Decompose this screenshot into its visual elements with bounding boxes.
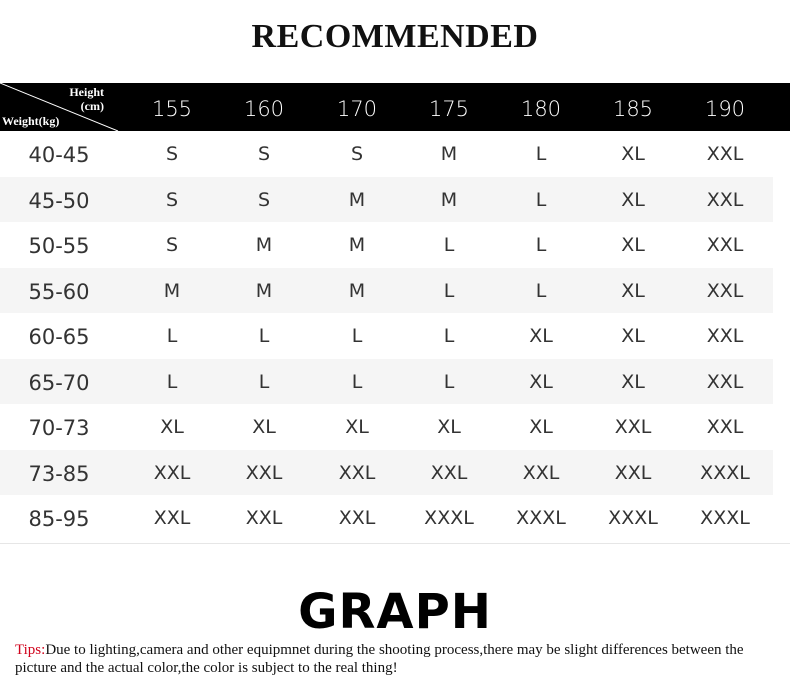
weight-cell: 60-65 (28, 325, 90, 349)
graph-heading: GRAPH (298, 584, 492, 640)
size-cell: S (257, 188, 271, 211)
tips-text: Due to lighting,camera and other equipmnet during the shooting process,there may be slight differences between the picture and the actual color,the color is subject to the real thing! (15, 642, 744, 676)
size-cell: S (165, 188, 179, 211)
table-bottom-divider (0, 543, 790, 544)
table-row (0, 313, 773, 359)
table-row (0, 131, 773, 177)
size-cell: M (440, 143, 458, 165)
size-cell: L (443, 234, 455, 256)
table-row (0, 359, 773, 405)
size-cell: L (258, 370, 270, 393)
size-cell: XXL (706, 416, 744, 438)
size-cell: XXL (706, 234, 744, 256)
size-cell: L (535, 234, 547, 256)
weight-cell: 55-60 (28, 279, 90, 304)
size-cell: XL (621, 143, 645, 165)
size-cell: XL (529, 325, 553, 347)
height-col-190: 190 (704, 97, 746, 121)
size-cell: M (348, 188, 366, 211)
size-cell: XXXL (424, 507, 474, 529)
height-col-170: 170 (336, 97, 378, 121)
weight-cell: 65-70 (28, 370, 90, 395)
size-cell: XL (529, 416, 553, 438)
size-cell: L (535, 279, 547, 302)
size-cell: L (443, 370, 455, 393)
size-cell: S (165, 234, 179, 256)
size-cell: L (166, 370, 178, 393)
table-row (0, 222, 773, 268)
table-row (0, 404, 773, 450)
size-cell: L (443, 279, 455, 302)
size-cell: XXXL (700, 461, 750, 484)
table-row (0, 495, 773, 541)
size-cell: S (350, 143, 364, 165)
height-label: Height (69, 85, 104, 99)
size-cell: XXL (706, 143, 744, 165)
height-col-175: 175 (428, 97, 470, 121)
size-cell: XXXL (608, 507, 658, 529)
weight-cell: 70-73 (28, 416, 90, 440)
size-cell: XXL (153, 507, 191, 529)
size-cell: XXL (245, 507, 283, 529)
size-cell: XXL (338, 507, 376, 529)
size-cell: XXXL (516, 507, 566, 529)
size-cell: XXL (245, 461, 283, 484)
size-cell: XXL (706, 325, 744, 347)
size-cell: XXL (614, 416, 652, 438)
size-cell: S (165, 143, 179, 165)
size-cell: XL (621, 370, 645, 393)
size-cell: L (351, 370, 363, 393)
size-cell: XL (345, 416, 369, 438)
weight-cell: 40-45 (28, 143, 90, 167)
tips-note (15, 641, 785, 677)
size-cell: XL (621, 279, 645, 302)
size-cell: XL (160, 416, 184, 438)
height-axis-label (69, 85, 104, 113)
size-cell: XXL (706, 188, 744, 211)
height-col-185: 185 (612, 97, 654, 121)
size-cell: XL (621, 325, 645, 347)
table-header (0, 83, 790, 131)
height-col-180: 180 (520, 97, 562, 121)
size-cell: L (535, 188, 547, 211)
size-cell: XL (529, 370, 553, 393)
table-row (0, 450, 773, 496)
weight-cell: 50-55 (28, 234, 90, 258)
size-cell: XXL (706, 279, 744, 302)
size-cell: M (255, 234, 273, 256)
size-cell: L (443, 325, 455, 347)
size-cell: L (535, 143, 547, 165)
weight-axis-label: Weight(kg) (2, 114, 60, 128)
size-cell: XXL (430, 461, 468, 484)
size-cell: M (348, 234, 366, 256)
height-col-155: 155 (151, 97, 193, 121)
size-chart-table (0, 83, 790, 541)
size-cell: M (440, 188, 458, 211)
weight-cell: 73-85 (28, 461, 90, 486)
height-col-160: 160 (243, 97, 285, 121)
size-cell: M (255, 279, 273, 302)
header-corner (0, 83, 120, 131)
size-cell: L (351, 325, 363, 347)
size-cell: M (163, 279, 181, 302)
table-row (0, 268, 773, 314)
table-row (0, 177, 773, 223)
size-cell: XL (252, 416, 276, 438)
size-cell: XXL (338, 461, 376, 484)
size-cell: S (257, 143, 271, 165)
size-cell: XXXL (700, 507, 750, 529)
size-cell: M (348, 279, 366, 302)
size-cell: XL (621, 188, 645, 211)
size-cell: XXL (614, 461, 652, 484)
size-cell: L (258, 325, 270, 347)
page-title: RECOMMENDED (251, 18, 539, 55)
weight-cell: 85-95 (28, 507, 90, 531)
size-cell: XXL (706, 370, 744, 393)
size-cell: L (166, 325, 178, 347)
size-cell: XL (437, 416, 461, 438)
tips-label: Tips: (15, 642, 46, 658)
height-unit: (cm) (80, 99, 104, 113)
weight-cell: 45-50 (28, 188, 90, 213)
size-cell: XL (621, 234, 645, 256)
size-cell: XXL (153, 461, 191, 484)
size-cell: XXL (522, 461, 560, 484)
